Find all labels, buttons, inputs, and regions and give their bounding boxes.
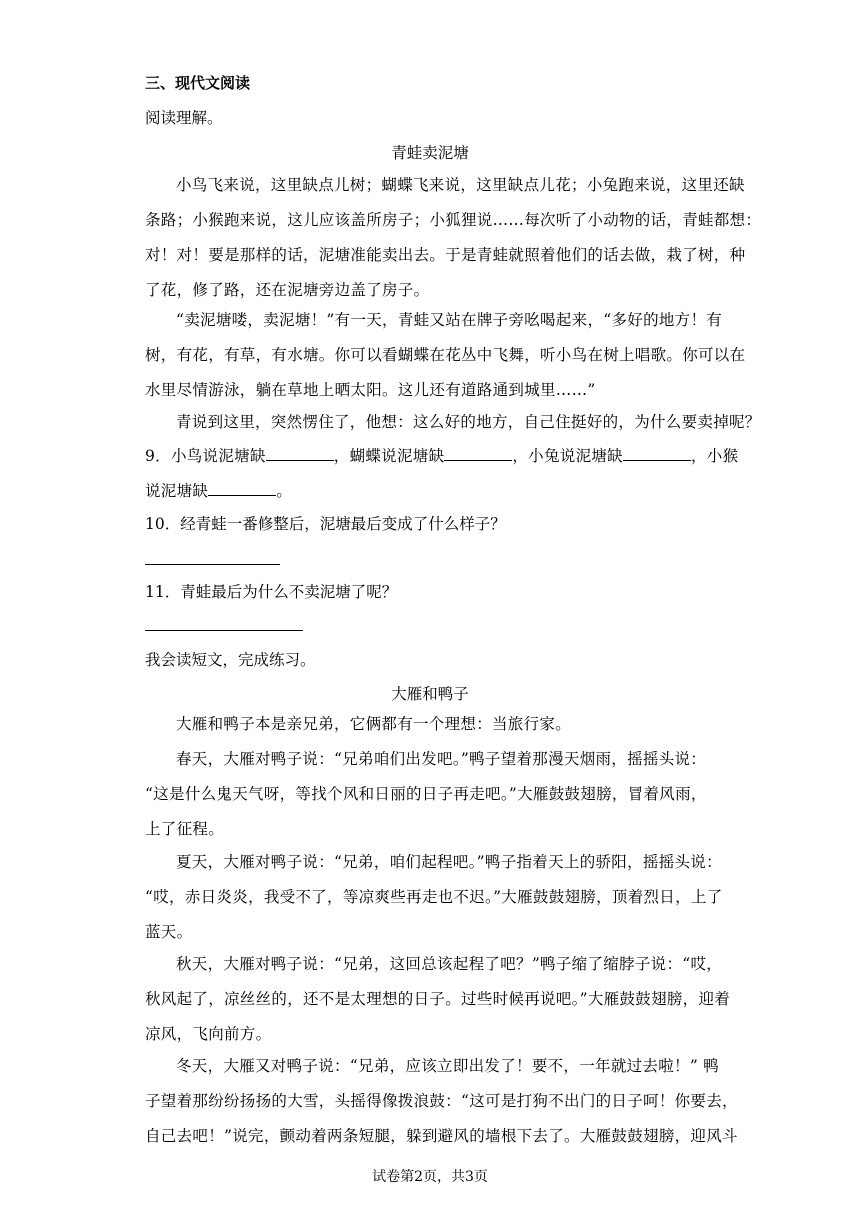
question-text: 。 — [276, 482, 293, 500]
text-line: 条路；小猴跑来说，这儿应该盖所房子；小狐狸说……每次听了小动物的话，青蛙都想： — [145, 211, 762, 229]
text-line: 秋风起了，凉丝丝的，还不是太理想的日子。过些时候再说吧。”大雁鼓鼓翅膀，迎着 — [145, 990, 731, 1008]
story1-paragraph-2 — [145, 303, 746, 408]
section-heading: 三、现代文阅读 — [145, 74, 251, 92]
story2-paragraph-5 — [145, 1049, 738, 1154]
question-text: 说泥塘缺 — [145, 482, 209, 500]
answer-blank[interactable] — [623, 446, 691, 461]
text-line: 大雁和鸭子本是亲兄弟，它俩都有一个理想：当旅行家。 — [176, 715, 572, 733]
text-line: 夏天，大雁对鸭子说：“兄弟，咱们起程吧。”鸭子指着天上的骄阳，摇摇头说： — [176, 853, 722, 871]
instruction-short-text: 我会读短文，完成练习。 — [145, 651, 316, 669]
text-line: 秋天，大雁对鸭子说：“兄弟，这回总该起程了吧？”鸭子缩了缩脖子说：“哎， — [176, 955, 723, 973]
answer-blank[interactable] — [208, 481, 276, 496]
instruction-reading: 阅读理解。 — [145, 109, 223, 127]
text-line: 蓝天。 — [145, 923, 193, 941]
answer-blank[interactable] — [266, 446, 334, 461]
text-line: 水里尽情游泳，躺在草地上晒太阳。这儿还有道路通到城里……” — [145, 381, 596, 399]
text-line: 春天，大雁对鸭子说：“兄弟咱们出发吧。”鸭子望着那漫天烟雨，摇摇头说： — [176, 750, 707, 768]
answer-line-q10[interactable] — [145, 564, 280, 565]
story-title-frog: 青蛙卖泥塘 — [391, 144, 469, 162]
question-9 — [145, 439, 739, 509]
question-9-line-2 — [145, 474, 715, 509]
text-line: 子望着那纷纷扬扬的大雪，头摇得像拨浪鼓：“这可是打狗不出门的日子呵！你要去， — [145, 1092, 738, 1110]
answer-blank[interactable] — [444, 446, 512, 461]
story2-paragraph-4 — [145, 947, 731, 1052]
question-11: 11．青蛙最后为什么不卖泥塘了呢？ — [145, 583, 398, 601]
page-footer: 试卷第2页，共3页 — [372, 1169, 488, 1185]
text-line: 自己去吧！”说完，颤动着两条短腿，躲到避风的墙根下去了。大雁鼓鼓翅膀，迎风斗 — [145, 1127, 738, 1145]
story1-paragraph-3 — [145, 405, 761, 440]
text-line: 树，有花，有草，有水塘。你可以看蝴蝶在花丛中飞舞，听小鸟在树上唱歌。你可以在 — [145, 346, 746, 364]
answer-line-q11[interactable] — [145, 630, 303, 631]
text-line: 青说到这里，突然愣住了，他想：这么好的地方，自己住挺好的，为什么要卖掉呢？ — [176, 413, 761, 431]
story2-paragraph-1 — [145, 707, 715, 742]
text-line: “哎，赤日炎炎，我受不了，等凉爽些再走也不迟。”大雁鼓鼓翅膀，顶着烈日，上了 — [145, 888, 723, 906]
text-line: 冬天，大雁又对鸭子说：“兄弟，应该立即出发了！要不，一年就过去啦！” 鸭 — [176, 1057, 720, 1075]
question-text: ，蝴蝶说泥塘缺 — [333, 447, 445, 465]
question-text: ，小猴 — [690, 447, 739, 465]
story2-paragraph-2 — [145, 742, 715, 847]
text-line: 小鸟飞来说，这里缺点儿树；蝴蝶飞来说，这里缺点儿花；小兔跑来说，这里还缺 — [176, 176, 745, 194]
text-line: “卖泥塘喽，卖泥塘！”有一天，青蛙又站在牌子旁吆喝起来，“多好的地方！有 — [176, 311, 723, 329]
question-text: 9．小鸟说泥塘缺 — [145, 447, 266, 465]
text-line: “这是什么鬼天气呀，等找个风和日丽的日子再走吧。”大雁鼓鼓翅膀，冒着风雨， — [145, 785, 707, 803]
text-line: 凉风，飞向前方。 — [145, 1025, 272, 1043]
text-line: 上了征程。 — [145, 820, 225, 838]
story2-paragraph-3 — [145, 845, 723, 950]
story-title-geese: 大雁和鸭子 — [391, 685, 469, 703]
question-10: 10．经青蛙一番修整后，泥塘最后变成了什么样子？ — [145, 515, 506, 533]
question-9-line-1 — [145, 439, 739, 474]
text-line: 对！对！要是那样的话，泥塘准能卖出去。于是青蛙就照着他们的话去做，栽了树，种 — [145, 246, 746, 264]
text-line: 了花，修了路，还在泥塘旁边盖了房子。 — [145, 281, 430, 299]
question-text: ，小兔说泥塘缺 — [512, 447, 623, 465]
story1-paragraph-1 — [145, 168, 762, 308]
